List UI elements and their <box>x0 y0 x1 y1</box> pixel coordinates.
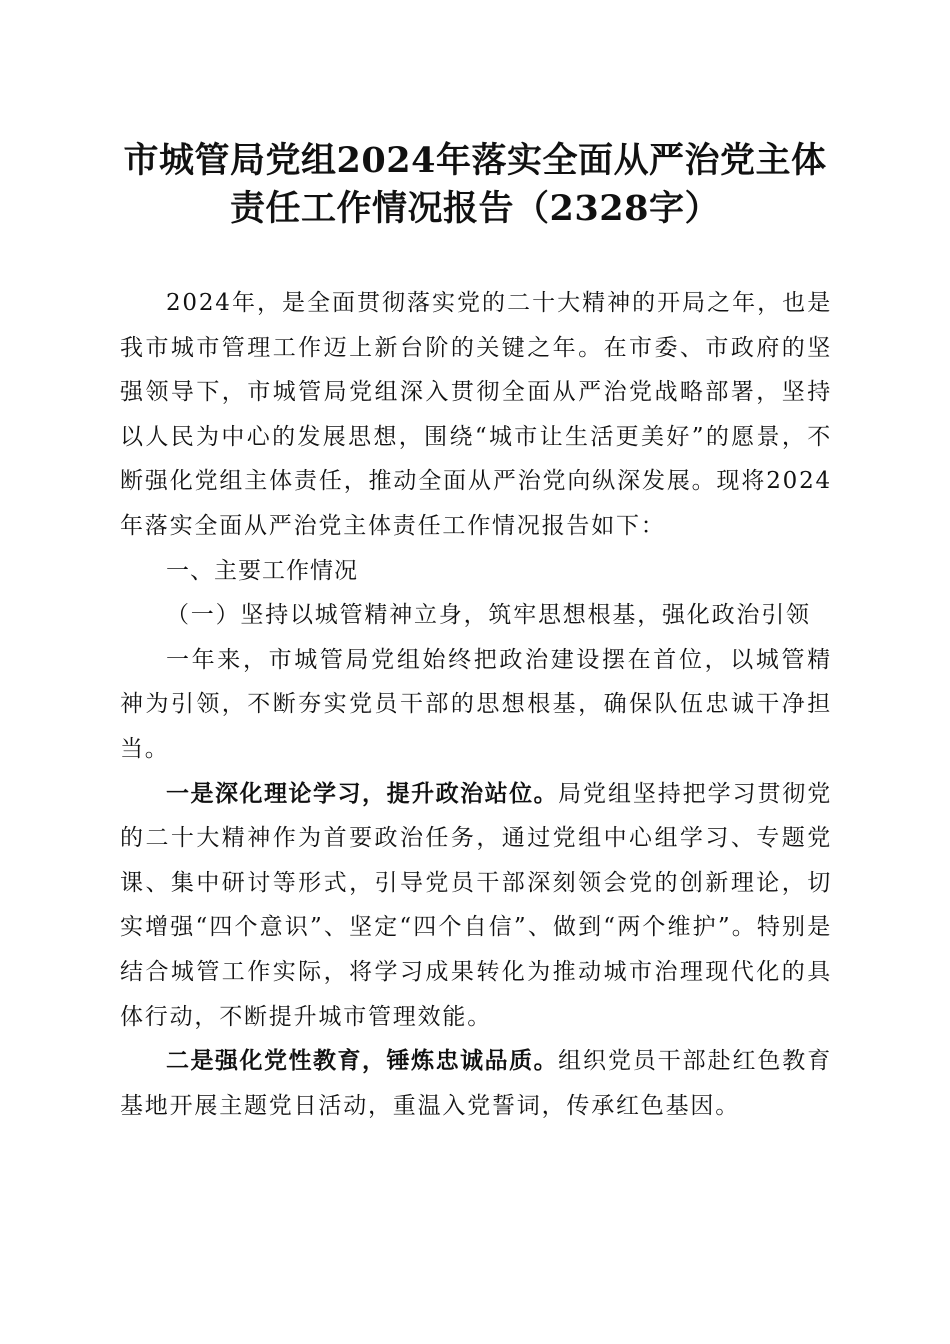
paragraph-lead-theory-study: 一是深化理论学习，提升政治站位。 <box>166 780 559 807</box>
document-body <box>120 281 832 1128</box>
subsection-heading-political-leadership: （一）坚持以城管精神立身，筑牢思想根基，强化政治引领 <box>166 602 811 629</box>
intro-paragraph: 2024年，是全面贯彻落实党的二十大精神的开局之年，也是我市城市管理工作迈上新台阶的关键之年。在市委、市政府的坚强领导下，市城管局党组深入贯彻全面从严治党战略部署，坚持以人民为中心的发展思想，围绕“城市让生活更美好”的愿景，不断强化党组主体责任，推动全面从严治党向纵深发展。现将2024年落实全面从严治党主体责任工作情况报告如下： <box>120 290 832 539</box>
paragraph-text-theory-study: 局党组坚持把学习贯彻党的二十大精神作为首要政治任务，通过党组中心组学习、专题党课、集中研讨等形式，引导党员干部深刻领会党的创新理论，切实增强“四个意识”、坚定“四个自信”、做到“两个维护”。特别是结合城管工作实际，将学习成果转化为推动城市治理现代化的具体行动，不断提升城市管理效能。 <box>120 780 832 1030</box>
document-title-line-2: 责任工作情况报告（2328字） <box>230 188 720 229</box>
section-heading-main-work: 一、主要工作情况 <box>166 557 358 584</box>
body-paragraph-political-building: 一年来，市城管局党组始终把政治建设摆在首位，以城管精神为引领，不断夯实党员干部的思想根基，确保队伍忠诚干净担当。 <box>120 646 832 762</box>
body-paragraph-theory-study <box>120 772 832 1040</box>
paragraph-text-party-education: 组织党员干部赴红色教育基地开展主题党日活动，重温入党誓词，传承红色基因。 <box>120 1048 832 1119</box>
body-paragraph-party-education <box>120 1039 832 1128</box>
document-title-line-1: 市城管局党组2024年落实全面从严治党主体 <box>123 140 827 181</box>
paragraph-lead-party-education: 二是强化党性教育，锤炼忠诚品质。 <box>166 1048 559 1075</box>
